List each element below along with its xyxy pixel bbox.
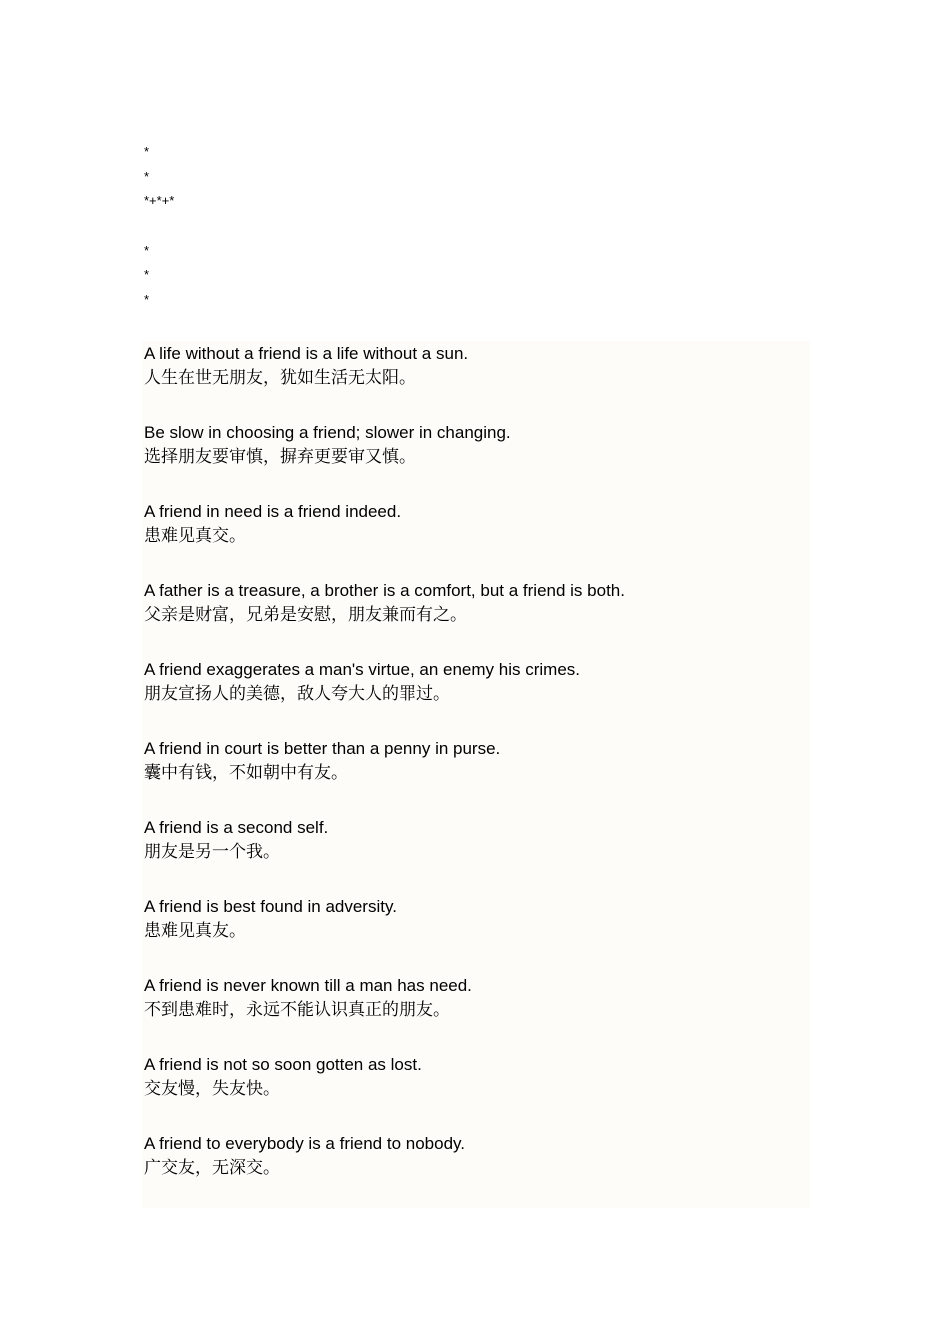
quote-item bbox=[144, 421, 511, 481]
quote-english: A friend is a second self. bbox=[144, 818, 329, 837]
quote-english: A friend is not so soon gotten as lost. bbox=[144, 1055, 422, 1074]
quote-english: A friend in need is a friend indeed. bbox=[144, 502, 402, 521]
quote-chinese: 朋友是另一个我。 bbox=[144, 842, 280, 862]
quote-english: A father is a treasure, a brother is a comfort, but a friend is both. bbox=[144, 581, 625, 600]
quote-item bbox=[144, 342, 468, 402]
quote-english: Be slow in choosing a friend; slower in changing. bbox=[144, 423, 511, 442]
quote-chinese: 广交友，无深交。 bbox=[144, 1158, 280, 1178]
quote-item bbox=[144, 816, 328, 876]
quote-item bbox=[144, 1132, 465, 1192]
quote-chinese: 人生在世无朋友，犹如生活无太阳。 bbox=[144, 368, 416, 388]
quote-chinese: 选择朋友要审慎，摒弃更要审又慎。 bbox=[144, 447, 416, 467]
quote-chinese: 患难见真友。 bbox=[144, 921, 246, 941]
quote-chinese: 交友慢，失友快。 bbox=[144, 1079, 280, 1099]
asterisk-line: * bbox=[144, 242, 150, 258]
quote-english: A friend exaggerates a man's virtue, an enemy his crimes. bbox=[144, 660, 581, 679]
quote-item bbox=[144, 1053, 422, 1113]
quote-item bbox=[144, 658, 580, 718]
asterisk-separator bbox=[144, 140, 174, 312]
quote-item bbox=[144, 500, 401, 560]
asterisk-line: * bbox=[144, 267, 150, 282]
asterisk-line: * bbox=[144, 291, 150, 307]
quote-item bbox=[144, 895, 397, 955]
quote-item bbox=[144, 737, 500, 797]
asterisk-line: * bbox=[144, 144, 150, 159]
quote-chinese: 朋友宣扬人的美德，敌人夸大人的罪过。 bbox=[144, 684, 450, 704]
quote-item bbox=[144, 579, 625, 639]
quote-english: A friend is never known till a man has need. bbox=[144, 976, 472, 995]
asterisk-line: * bbox=[144, 168, 150, 184]
spacer bbox=[144, 214, 174, 239]
quote-english: A friend is best found in adversity. bbox=[144, 897, 397, 916]
quote-chinese: 父亲是财富，兄弟是安慰，朋友兼而有之。 bbox=[144, 605, 467, 625]
quote-chinese: 不到患难时，永远不能认识真正的朋友。 bbox=[144, 1000, 450, 1020]
quote-english: A life without a friend is a life without a sun. bbox=[144, 344, 469, 363]
quote-chinese: 囊中有钱，不如朝中有友。 bbox=[144, 763, 348, 783]
quote-chinese: 患难见真交。 bbox=[144, 526, 246, 546]
quote-english: A friend to everybody is a friend to nobody. bbox=[144, 1134, 465, 1153]
quote-list bbox=[142, 341, 810, 1208]
asterisk-line: *+*+* bbox=[144, 193, 175, 208]
quote-english: A friend in court is better than a penny in purse. bbox=[144, 739, 501, 758]
quote-item bbox=[144, 974, 472, 1034]
